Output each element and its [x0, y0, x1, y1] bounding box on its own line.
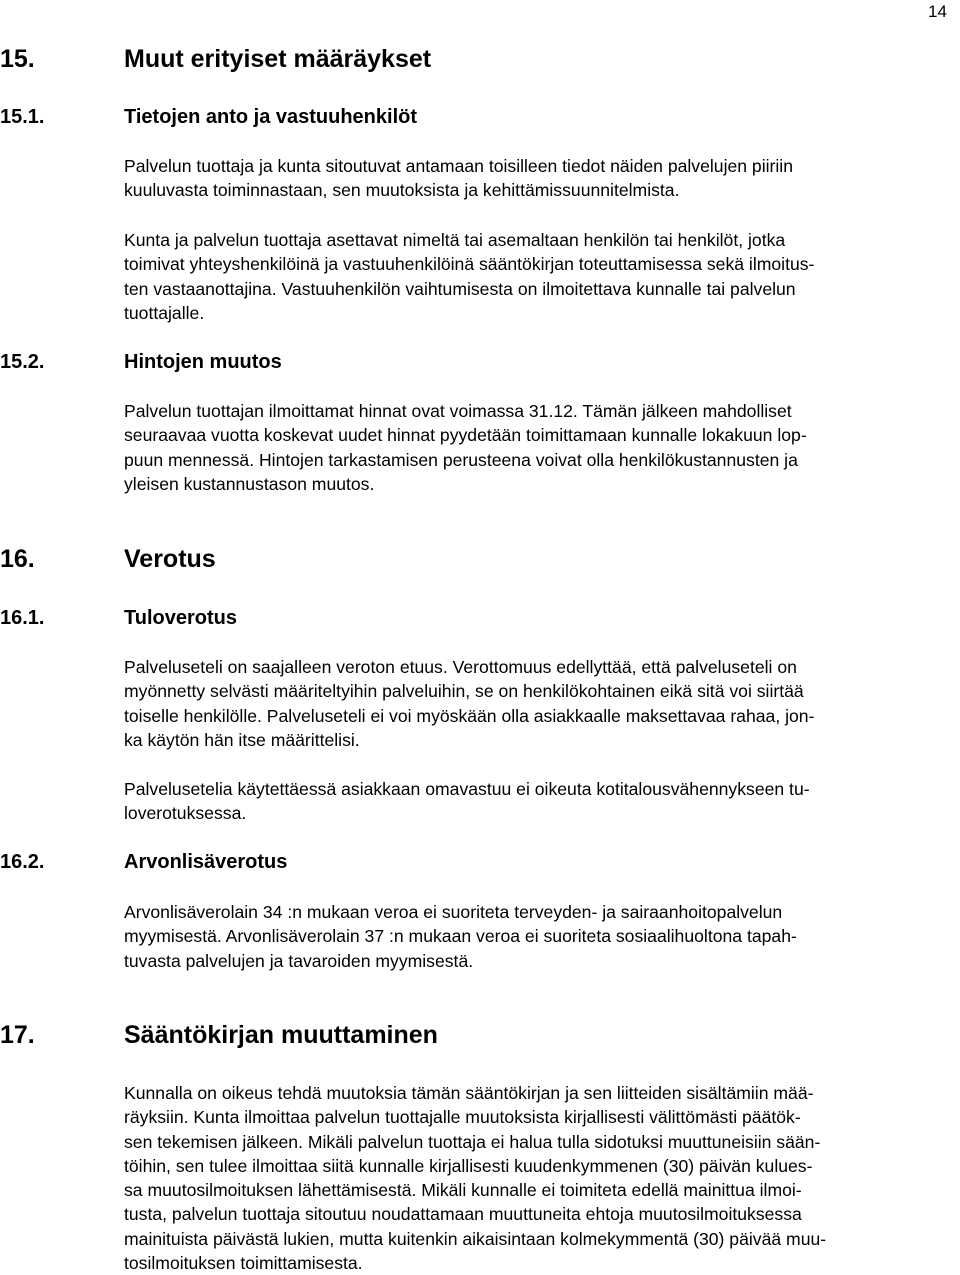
text-line: sen tekemisen jälkeen. Mikäli palvelun tuottaja ei halua tulla sidotuksi muuttuneisiin sään- [124, 1131, 821, 1152]
text-line: töihin, sen tulee ilmoittaa siitä kunnalle kirjallisesti kuudenkymmenen (30) päivän kulues- [124, 1155, 813, 1176]
text-line: ka käytön hän itse määrittelisi. [124, 729, 360, 750]
section-15-title: Muut erityiset määräykset [124, 45, 432, 73]
text-line: sa muutosilmoituksen lähettämisestä. Mikäli kunnalle ei toimiteta edellä mainittua ilmoi- [124, 1180, 802, 1201]
text-line: myönnetty selvästi määriteltyihin palveluihin, se on henkilökohtainen eikä sitä voi siirtää [124, 681, 804, 702]
text-line: mainituista päivästä lukien, mutta kuitenkin aikaisintaan kolmekymmentä (30) päivää muu- [124, 1228, 827, 1249]
text-line: seuraavaa vuotta koskevat uudet hinnat pyydetään toimittamaan kunnalle lokakuun lop- [124, 425, 807, 446]
paragraph [124, 655, 952, 752]
section-16-2-title: Arvonlisäverotus [124, 851, 288, 873]
text-line: Palvelun tuottaja ja kunta sitoutuvat antamaan toisilleen tiedot näiden palvelujen piiriin [124, 156, 794, 176]
section-15-2-title: Hintojen muutos [124, 351, 282, 373]
paragraph [124, 777, 952, 826]
section-15-1-title: Tietojen anto ja vastuuhenkilöt [124, 106, 418, 128]
paragraph [124, 1081, 952, 1275]
paragraph [124, 399, 952, 496]
text-line: tuottajalle. [124, 302, 205, 323]
paragraph [124, 154, 952, 203]
text-line: puun mennessä. Hintojen tarkastamisen perusteena voivat olla henkilökustannusten ja [124, 449, 798, 470]
text-line: Palvelusetelia käytettäessä asiakkaan omavastuu ei oikeuta kotitalousvähennykseen tu- [124, 779, 810, 799]
section-15-1-number: 15.1. [0, 106, 45, 128]
text-line: kuuluvasta toiminnastaan, sen muutoksista ja kehittämissuunnitelmista. [124, 180, 680, 201]
text-line: Kunta ja palvelun tuottaja asettavat nimeltä tai asemaltaan henkilön tai henkilöt, jotka [124, 230, 786, 250]
paragraph [124, 228, 952, 325]
section-17-title: Sääntökirjan muuttaminen [124, 1021, 438, 1049]
page-number: 14 [928, 2, 947, 21]
section-15-number: 15. [0, 45, 35, 73]
section-16-title: Verotus [124, 545, 216, 573]
text-line: yleisen kustannustason muutos. [124, 473, 375, 494]
section-17-number: 17. [0, 1021, 35, 1049]
text-line: toiselle henkilölle. Palveluseteli ei voi myöskään olla asiakkaalle maksettavaa rahaa, jon- [124, 705, 815, 726]
text-line: tusta, palvelun tuottaja sitoutuu noudattamaan muuttuneita ehtoja muutosilmoituksessa [124, 1204, 802, 1225]
text-line: loverotuksessa. [124, 803, 247, 824]
section-15-2-number: 15.2. [0, 351, 45, 373]
text-line: Palveluseteli on saajalleen veroton etuus. Verottomuus edellyttää, että palveluseteli on [124, 657, 797, 677]
section-16-number: 16. [0, 545, 35, 573]
text-line: myymisestä. Arvonlisäverolain 37 :n mukaan veroa ei suoriteta sosiaalihuoltona tapah- [124, 926, 797, 947]
paragraph [124, 900, 952, 973]
text-line: tuvasta palvelujen ja tavaroiden myymisestä. [124, 950, 474, 971]
text-line: toimivat yhteyshenkilöinä ja vastuuhenkilöinä sääntökirjan toteuttamisessa sekä ilmoitus- [124, 254, 815, 275]
text-line: räyksiin. Kunta ilmoittaa palvelun tuottajalle muutoksista kirjallisesti välittömästi päätök- [124, 1107, 801, 1128]
section-16-2-number: 16.2. [0, 851, 45, 873]
text-line: Palvelun tuottajan ilmoittamat hinnat ovat voimassa 31.12. Tämän jälkeen mahdolliset [124, 401, 792, 421]
text-line: Arvonlisäverolain 34 :n mukaan veroa ei suoriteta terveyden- ja sairaanhoitopalvelun [124, 902, 783, 922]
text-line: ten vastaanottajina. Vastuuhenkilön vaihtumisesta on ilmoitettava kunnalle tai palvelun [124, 278, 796, 299]
text-line: Kunnalla on oikeus tehdä muutoksia tämän sääntökirjan ja sen liitteiden sisältämiin mää- [124, 1083, 814, 1103]
section-16-1-title: Tuloverotus [124, 607, 237, 629]
text-line: tosilmoituksen toimittamisesta. [124, 1253, 363, 1274]
section-16-1-number: 16.1. [0, 607, 45, 629]
